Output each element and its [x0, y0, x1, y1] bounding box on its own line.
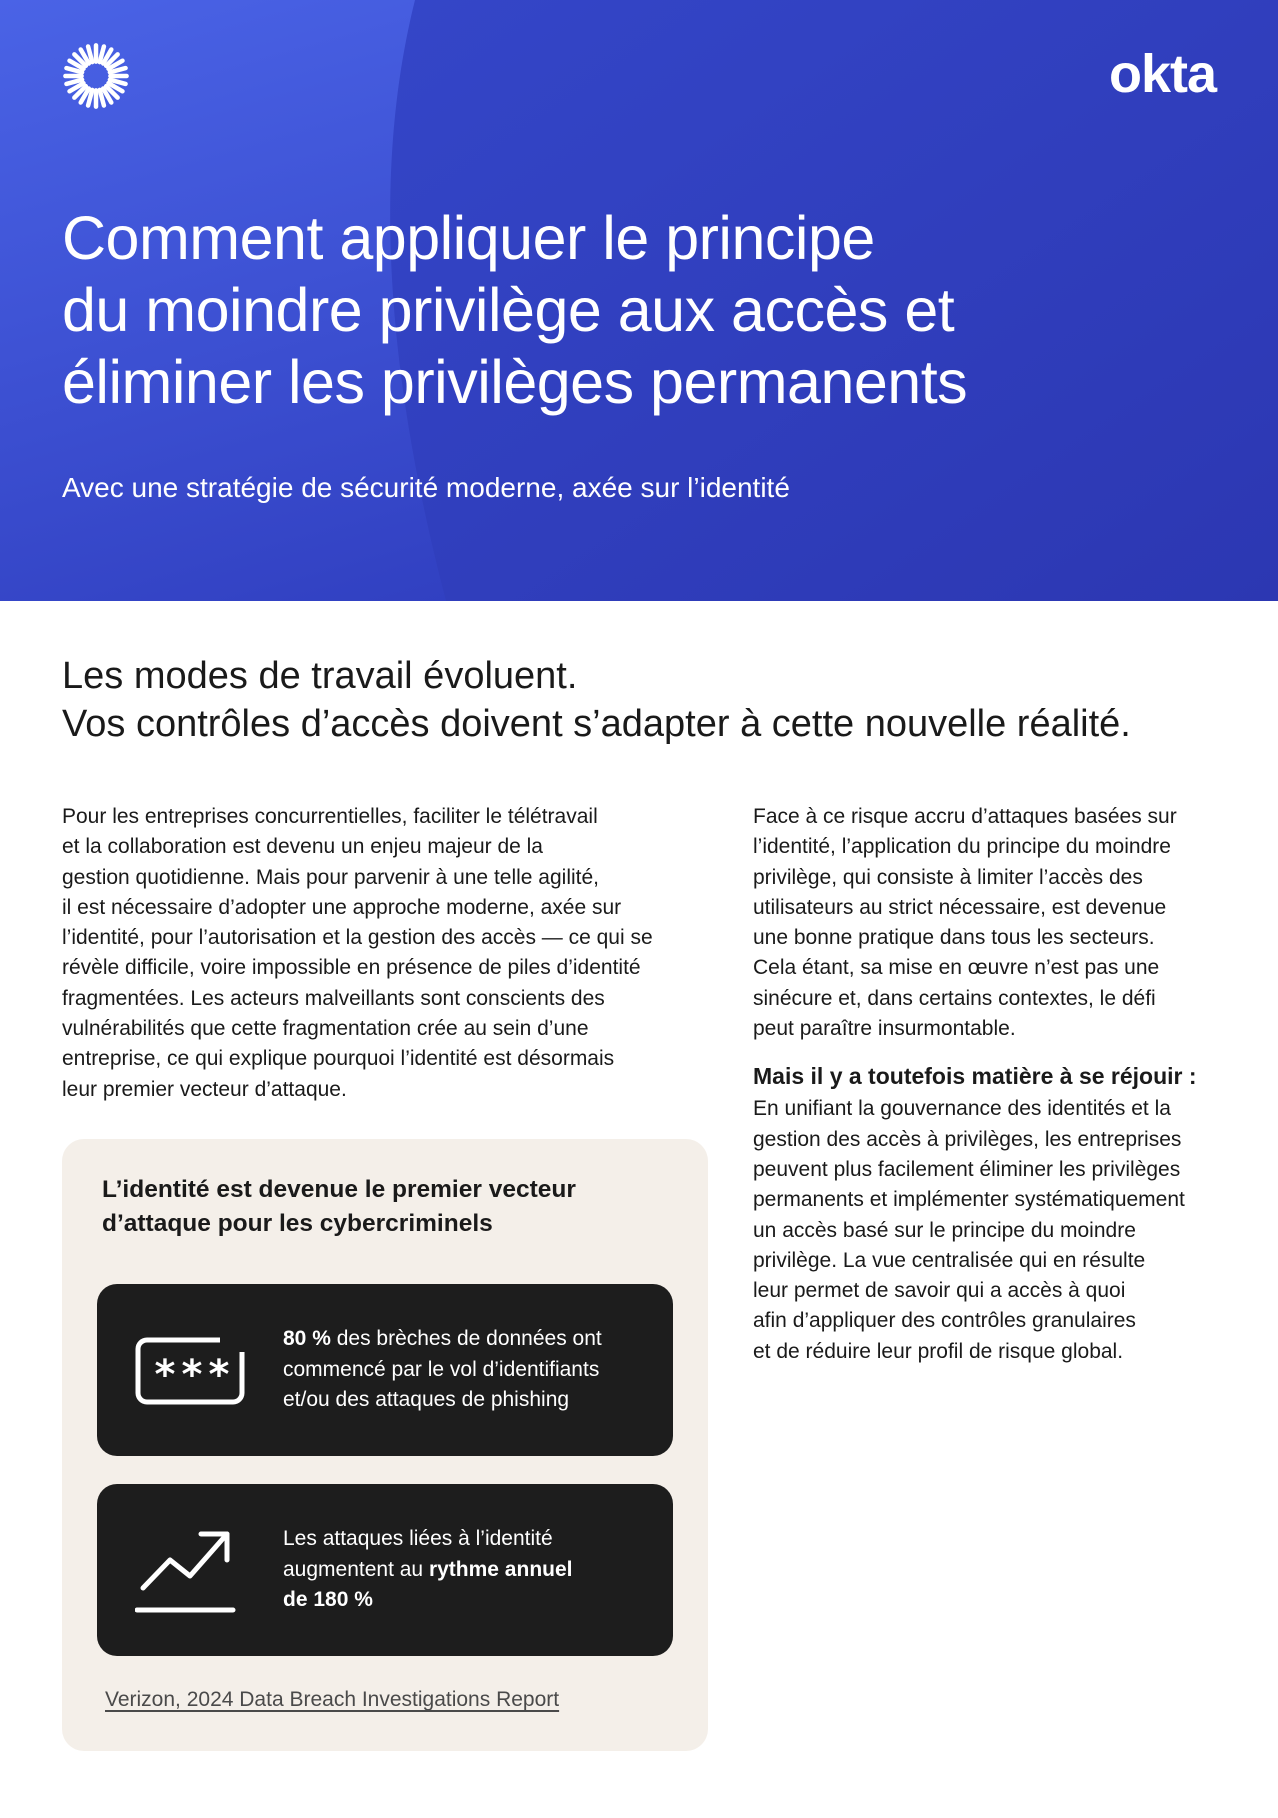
text-line: Cela étant, sa mise en œuvre n’est pas une [753, 956, 1160, 980]
text-line: peut paraître insurmontable. [753, 1017, 1016, 1041]
stats-callout-card [62, 1139, 708, 1751]
stat-highlight: 80 % [283, 1327, 331, 1351]
stat-line: et/ou des attaques de phishing [283, 1388, 570, 1412]
asterisk-group [155, 1352, 230, 1398]
text-line: peuvent plus facilement éliminer les privilèges [753, 1157, 1181, 1181]
text-line: l’identité, l’application du principe du moindre [753, 835, 1171, 859]
left-column-text [62, 802, 722, 1105]
text-line: sinécure et, dans certains contextes, le défi [753, 986, 1156, 1010]
text-line: privilège, qui consiste à limiter l’accès des [753, 865, 1143, 889]
text-line: En unifiant la gouvernance des identités et la [753, 1097, 1171, 1121]
text-line: une bonne pratique dans tous les secteurs. [753, 926, 1155, 950]
svg-text:*: * [154, 1352, 176, 1398]
callout-title [102, 1173, 662, 1241]
text-line: permanents et implémenter systématiquement [753, 1188, 1185, 1212]
page-title [62, 202, 1182, 418]
stat-line-rest: des brèches de données ont [330, 1327, 602, 1351]
callout-title-line: d’attaque pour les cybercriminels [102, 1210, 493, 1237]
text-line: entreprise, ce qui explique pourquoi l’identité est désormais [62, 1047, 615, 1071]
svg-text:*: * [208, 1352, 230, 1398]
stat-line: Les attaques liées à l’identité [283, 1527, 553, 1551]
text-line: Pour les entreprises concurrentielles, faciliter le télétravail [62, 805, 598, 828]
right-column-subheading: Mais il y a toutefois matière à se réjouir : [753, 1063, 1197, 1090]
right-column-paragraph [753, 1094, 1233, 1367]
text-line: gestion quotidienne. Mais pour parvenir à une telle agilité, [62, 865, 600, 889]
text-line: fragmentées. Les acteurs malveillants sont conscients des [62, 986, 605, 1010]
section-heading-line: Vos contrôles d’accès doivent s’adapter à cette nouvelle réalité. [62, 703, 1131, 745]
text-line: un accès basé sur le principe du moindre [753, 1218, 1136, 1242]
stat-line-plain: augmentent au [283, 1557, 429, 1581]
text-line: il est nécessaire d’adopter une approche moderne, axée sur [62, 895, 622, 919]
svg-text:*: * [181, 1352, 203, 1398]
trend-up-icon [135, 1520, 245, 1620]
stat-text [283, 1484, 653, 1656]
text-line: afin d’appliquer des contrôles granulaires [753, 1309, 1136, 1333]
section-heading-line: Les modes de travail évoluent. [62, 655, 578, 697]
page-subtitle: Avec une stratégie de sécurité moderne, axée sur l’identité [62, 472, 790, 503]
stat-text [283, 1284, 653, 1456]
text-line: l’identité, pour l’autorisation et la gestion des accès — ce qui se [62, 926, 653, 950]
stat-highlight: rythme annuel [428, 1557, 573, 1581]
password-field-icon [135, 1320, 245, 1420]
callout-title-line: L’identité est devenue le premier vecteur [102, 1176, 576, 1203]
stat-card-breaches [97, 1284, 673, 1456]
text-line: révèle difficile, voire impossible en présence de piles d’identité [62, 956, 641, 980]
source-citation-link[interactable]: Verizon, 2024 Data Breach Investigations Report [105, 1688, 560, 1711]
hero-banner [0, 0, 1278, 601]
stat-card-growth [97, 1484, 673, 1656]
text-line: leur permet de savoir qui a accès à quoi [753, 1279, 1126, 1303]
text-line: Face à ce risque accru d’attaques basées sur [753, 805, 1177, 828]
text-line: et de réduire leur profil de risque global. [753, 1339, 1124, 1363]
text-line: leur premier vecteur d’attaque. [62, 1077, 347, 1101]
text-line: et la collaboration est devenu un enjeu majeur de la [62, 835, 543, 859]
section-heading [62, 652, 1222, 748]
right-column-text [753, 802, 1233, 1367]
stat-line [283, 1585, 653, 1616]
stat-highlight: de 180 % [283, 1588, 373, 1612]
text-line: utilisateurs au strict nécessaire, est devenue [753, 895, 1167, 919]
page-title-line: éliminer les privilèges permanents [62, 348, 968, 416]
okta-wordmark: okta [1108, 44, 1216, 104]
text-line: gestion des accès à privilèges, les entreprises [753, 1127, 1182, 1151]
page-title-line: du moindre privilège aux accès et [62, 276, 955, 344]
text-line: vulnérabilités que cette fragmentation crée au sein d’une [62, 1017, 589, 1041]
stat-line: commencé par le vol d’identifiants [283, 1357, 600, 1381]
stat-line [283, 1555, 653, 1586]
page-title-line: Comment appliquer le principe [62, 204, 875, 272]
sunburst-logo-icon [60, 40, 132, 112]
text-line: privilège. La vue centralisée qui en résulte [753, 1248, 1146, 1272]
stat-line [283, 1324, 653, 1355]
